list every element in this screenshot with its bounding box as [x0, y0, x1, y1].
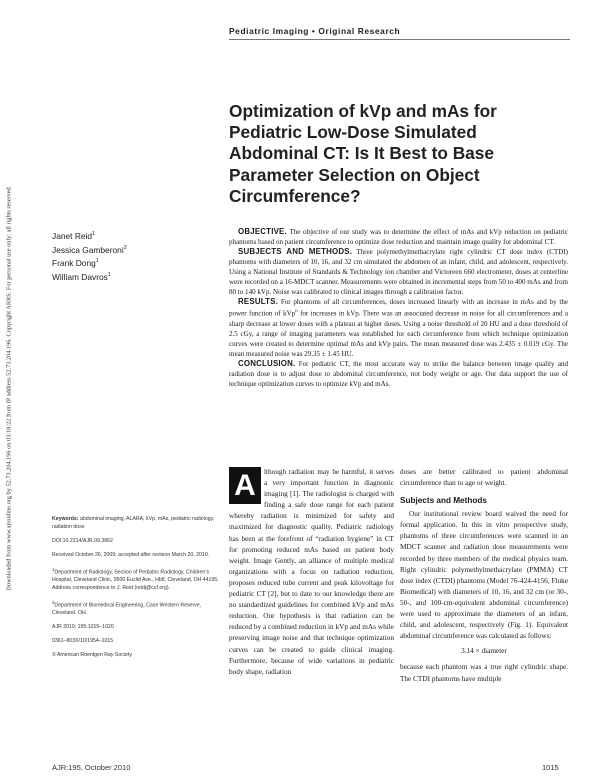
- download-notice-text: Downloaded from www.ajronline.org by 52.73.204.196 on 03/18/22 from IP address 52.73.204.196. Copyright ARRS. For personal use only; all rights reserved: [5, 187, 13, 591]
- body-column-2: [400, 467, 568, 685]
- author: William Davros$^1$: [52, 271, 111, 282]
- section-header: Pediatric Imaging • Original Research: [229, 26, 401, 36]
- section-heading: Subjects and Methods: [400, 496, 487, 506]
- author: Janet Reid$^1$: [52, 230, 96, 241]
- abstract-objective: OBJECTIVE. The objective of our study was to determine the effect of mAs and kVp reduction on pediatric phantoms based on patient circumference to optimize dose reduction and maintain image quality for abdominal CT.: [229, 227, 569, 247]
- issn: 0361–803X/10/1954–1015: [52, 637, 114, 644]
- body-column-1: [229, 467, 394, 678]
- affiliation-1: $^1$Department of Radiology, Section of Pediatric Radiology, Children’s Hospital, Cleveland Clinic, 9500 Euclid Ave., Hb8, Cleveland, OH 44195. Address correspondence to J. Reid (reidj@ccf.org).: [52, 566, 219, 591]
- author: Frank Dong$^1$: [52, 257, 99, 268]
- received-dates: Received October 26, 2009; accepted after revision March 20, 2010.: [52, 551, 210, 558]
- header-rule: [229, 39, 570, 40]
- copyright: © American Roentgen Ray Society: [52, 651, 132, 658]
- author: Jessica Gamberoni$^2$: [52, 244, 127, 255]
- methods-continuation: because each phantom was a true right cylindric shape. The CTDI phantoms have multiple: [400, 663, 568, 683]
- download-notice: [0, 0, 18, 779]
- footer-journal: AJR:195, October 2010: [52, 763, 131, 772]
- abstract: [229, 227, 568, 389]
- page-number: 1015: [542, 763, 559, 772]
- drop-cap: A: [229, 467, 261, 504]
- affiliation-2: $^2$Department of Biomedical Engineering, Case Western Reserve, Cleveland, OH.: [52, 599, 202, 616]
- abstract-results: RESULTS. For phantoms of all circumferences, doses increased linearly with an increase in mAs and by the power function of kVp$^n$ for increases in kVp. There was an associated decrease in noise for all circumferences and a sharp decrease at lower doses with a plateau at higher doses. Using a noise threshold of 20 HU and a dose threshold of 2.5 cGy, a range of imaging parameters was established for each circumference from which technique optimization curves were created to determine optimal mAs and kVp pairs. The mean measured dose was 2.435 ± 0.019 cGy. The mean measured noise was 29.35 ± 1.45 HU.: [229, 297, 569, 358]
- equation: 3.14 × diameter: [461, 647, 507, 656]
- abstract-methods: SUBJECTS AND METHODS. Three polymethylmethacrylate right cylindric CT dose index (CTDI) phantoms with diameters of 10, 16, and 32 cm simulated the abdomen of an infant, child, and adolescent, respectively. Using a National Institute of Standards & Technology ion chamber and Victoreen 660 electrometer, doses at centerline were recorded on a 16-MDCT scanner. Measurements were obtained in incremental steps from 50 to 400 mAs and from 80 to 140 kVp. Noise was calibrated to clinical images through a calibration factor.: [229, 247, 568, 297]
- keywords: Keywords: abdominal imaging, ALARA, kVp, mAs, pediatric radiology, radiation dose: [52, 516, 215, 530]
- citation: AJR 2010; 195:1015–1020: [52, 623, 114, 630]
- intro-continuation: doses are better calibrated to patient abdominal circumference than to age or weight.: [400, 468, 568, 488]
- doi: DOI:10.2214/AJR.09.3862: [52, 537, 113, 544]
- article-metadata: [52, 516, 224, 666]
- abstract-conclusion: CONCLUSION. For pediatric CT, the most accurate way to strike the balance between image quality and radiation dose is to adjust dose to abdominal circumference, not body weight or age. Our data support the use of technique optimization curves to optimize kVp and mAs.: [229, 358, 568, 389]
- article-title: Optimization of kVp and mAs for Pediatric Low-Dose Simulated Abdominal CT: Is It Best to Base Parameter Selection on Object Circumference?: [229, 101, 497, 206]
- intro-paragraph: lthough radiation may be harmful, it serves a very important function in diagnostic imaging [1]. The radiologist is charged with finding a safe dose range for each patient whereby radiation is minimized for safety and maximized for diagnostic quality. Pediatric radiology has been at the forefront of “radiation hygiene” in CT for promoting reduced mAs based on patient body weight. Image Gently, an alliance of multiple medical organizations with a focus on radiation reduction, proposes reduced tube current and peak kilovoltage for pediatric CT [2], but to date to our knowledge there are no standardized guidelines for combined kVp and mAs reduction. Our hypothesis is that radiation can be reduced by a combined reduction in kVp and mAs while preserving image noise and that technique optimization curves can be created to guide clinical imaging. Furthermore, because of wide variations in pediatric body shape, radiation: [229, 468, 394, 676]
- author-list: [52, 229, 222, 283]
- methods-paragraph: Our institutional review board waived the need for formal application. In this in vitro prospective study, phantoms of three circumferences were scanned in an MDCT scanner and radiation dose measurements were recorded by three members of the medical physics team. Right cylindric polymethylmethacrylate (PMMA) CT dose index (CTDI) phantoms (Model 76-424-4156, Fluke Biomedical) with diameters of 10, 16, and 32 cm (or 30-, 50-, and 100-cm-equivalent abdominal circumference) were used to approximate the diameters of an infant, child, and adolescent, respectively (Fig. 1). Equivalent abdominal circumference was calculated as follows:: [400, 510, 568, 641]
